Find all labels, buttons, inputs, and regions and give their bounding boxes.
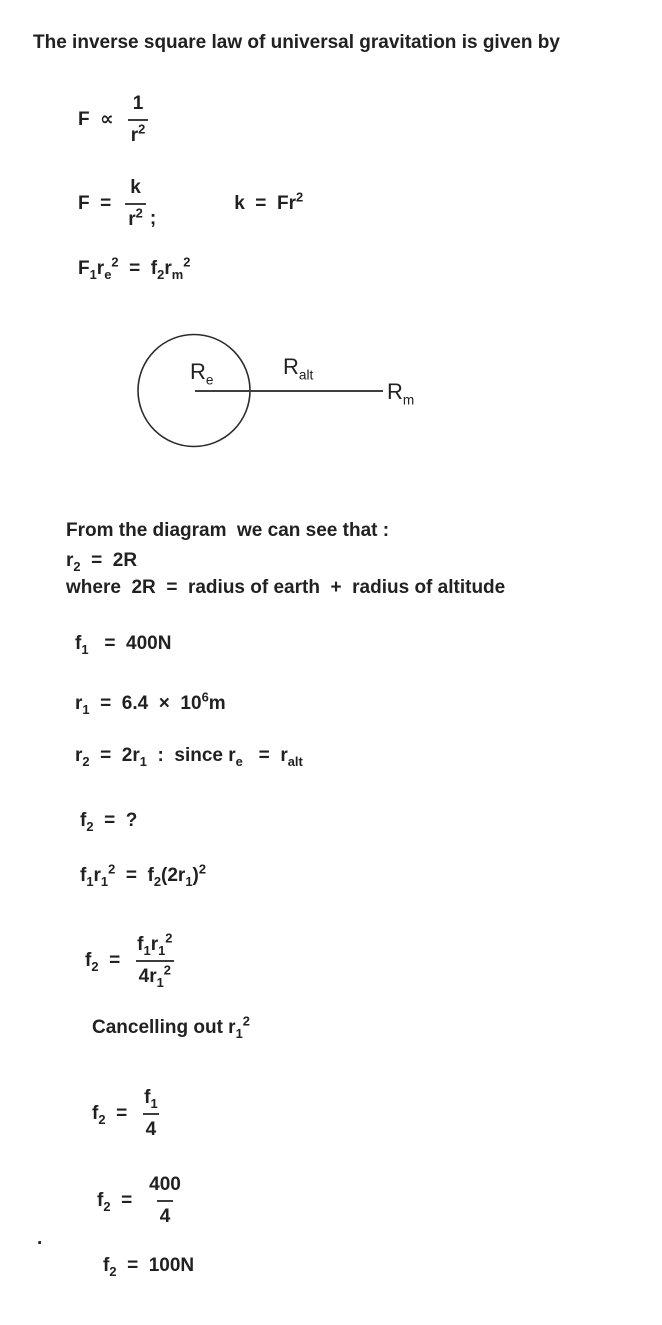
equation-lhs: $f_2$ = [97, 1190, 133, 1214]
equation-with-constant [78, 175, 303, 233]
fraction-numerator: 1 [132, 93, 144, 114]
fraction [125, 175, 146, 233]
fraction-numerator: $f_1r_1^2$ [137, 930, 173, 958]
equation-separator: ; [149, 208, 157, 229]
equation-f2-fraction [85, 932, 175, 990]
fraction-denominator: $r^2$ [128, 119, 149, 149]
given-f2-unknown: $f_2$ = ? [80, 810, 138, 834]
fraction [146, 1172, 184, 1230]
fraction-numerator: 400 [149, 1174, 181, 1195]
page-title: The inverse square law of universal gravitation is given by [33, 32, 560, 53]
fraction [134, 932, 175, 990]
equation-f2-numeric [97, 1172, 184, 1230]
fraction-denominator: $4r_1^2$ [136, 960, 174, 990]
stray-period-mark: . [37, 1228, 43, 1249]
equation-equal-products: $F_1r_e^2 = f_2r_m^2$ [78, 254, 191, 282]
given-f1: $f_1 = 400N$ [75, 633, 172, 657]
fraction [128, 91, 149, 149]
equation-lhs: F ∝ [78, 109, 114, 130]
fraction-denominator: 4 [143, 1113, 160, 1143]
equation-substituted: $f_1r_1^2 = f_2(2r_1)^2$ [80, 861, 207, 889]
observation-intro: From the diagram we can see that : [66, 520, 390, 541]
fraction-numerator: k [130, 177, 141, 198]
fraction-numerator: $f_1$ [144, 1087, 158, 1111]
given-r1: $r_1 = 6.4 \times 10^6m$ [75, 689, 226, 717]
equation-lhs: $f_2$ = [92, 1103, 128, 1127]
equation-f2-quarter [92, 1085, 161, 1143]
fraction [141, 1085, 161, 1143]
observation-definition: where 2R = radius of earth + radius of altitude [66, 577, 506, 598]
equation-result: $f_2 = 100N$ [103, 1255, 195, 1279]
equation-lhs: F = [78, 193, 112, 214]
equation-proportionality [78, 91, 148, 149]
moon-distance-label: $R_m$ [387, 379, 415, 408]
earth-radius-label: $R_e$ [190, 359, 214, 388]
cancel-note: Cancelling out $r_1^2$ [92, 1013, 250, 1041]
equation-lhs: $f_2$ = [85, 950, 121, 974]
observation-r2-relation: $r_2 = 2R$ [66, 550, 138, 574]
fraction-denominator: 4 [157, 1200, 174, 1230]
altitude-radius-label: $R_{alt}$ [283, 354, 314, 383]
fraction-denominator: $r^2$ [125, 203, 146, 233]
given-r2: $r_2 = 2r_1$ : since $r_e = r_{alt}$ [75, 745, 303, 769]
constant-definition: k = Fr$^2$ [234, 189, 304, 214]
earth-moon-diagram [130, 330, 440, 465]
